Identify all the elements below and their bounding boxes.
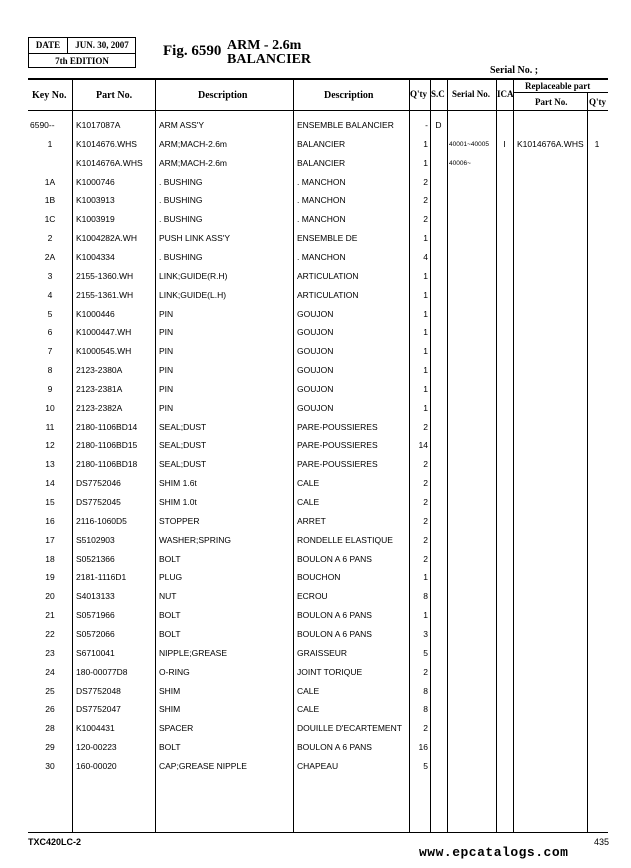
cell-qty: 2 — [423, 666, 428, 677]
cell-desc2: BOULON A 6 PANS — [297, 742, 372, 753]
watermark: www.epcatalogs.com — [419, 845, 569, 860]
col-header-ica: ICA — [497, 89, 514, 99]
cell-desc2: ARRET — [297, 515, 326, 526]
cell-part: K1000746 — [76, 176, 115, 187]
cell-key: 2A — [44, 251, 56, 262]
cell-desc1: SEAL;DUST — [159, 421, 207, 432]
cell-part: K1000446 — [76, 308, 115, 319]
cell-key: 16 — [45, 515, 55, 526]
cell-qty: 5 — [423, 647, 428, 658]
cell-key: 1C — [44, 214, 56, 225]
cell-qty: 2 — [423, 459, 428, 470]
cell-key: 1A — [44, 176, 56, 187]
cell-desc1: ARM;MACH-2.6m — [159, 138, 228, 149]
cell-desc1: SEAL;DUST — [159, 459, 207, 470]
cell-key: 8 — [47, 365, 53, 376]
cell-desc2: CHAPEAU — [297, 760, 339, 771]
cell-key: 12 — [45, 440, 55, 451]
cell-qty: 5 — [423, 760, 428, 771]
cell-qty: 2 — [423, 195, 428, 206]
cell-key: 5 — [47, 308, 53, 319]
col-header-replaceable-part: Replaceable part — [525, 81, 591, 91]
cell-key: 10 — [45, 402, 55, 413]
cell-part: 2123-2381A — [76, 383, 123, 394]
cell-desc1: PIN — [159, 402, 174, 413]
cell-part: K1000447.WH — [76, 327, 132, 338]
cell-serial: 40001~40005 — [449, 140, 489, 148]
cell-part: K1000545.WH — [76, 346, 132, 357]
cell-qty: 1 — [423, 157, 428, 168]
cell-part: 2123-2382A — [76, 402, 123, 413]
cell-part: 2180-1106BD18 — [76, 459, 138, 470]
col-header-description: Description — [198, 90, 248, 101]
cell-qty: 1 — [423, 289, 428, 300]
col-header-part-no: Part No. — [96, 90, 133, 101]
cell-desc1: O-RING — [159, 666, 190, 677]
cell-part: 2155-1360.WH — [76, 270, 134, 281]
cell-desc1: SHIM 1.0t — [159, 497, 197, 507]
cell-serial: 40006~ — [449, 159, 471, 167]
col-divider — [155, 80, 156, 832]
cell-part: 2181-1116D1 — [76, 572, 127, 583]
cell-desc2: JOINT TORIQUE — [297, 666, 363, 677]
cell-desc1: PIN — [159, 365, 174, 376]
cell-desc1: ARM ASS'Y — [159, 120, 205, 130]
page-number: 435 — [594, 837, 610, 847]
cell-desc1: . BUSHING — [159, 214, 203, 225]
cell-key: 25 — [45, 685, 55, 696]
cell-part: K1004334 — [76, 251, 115, 262]
cell-qty: 2 — [423, 553, 428, 564]
cell-qty: 2 — [423, 723, 428, 734]
date-value: JUN. 30, 2007 — [75, 40, 129, 50]
cell-part: S5102903 — [76, 534, 115, 545]
cell-key: 28 — [45, 723, 55, 734]
col-header-description-fr: Description — [324, 90, 374, 101]
cell-rep-qty: 1 — [594, 138, 600, 149]
table-bottom-border — [28, 832, 608, 833]
cell-desc2: ARTICULATION — [297, 289, 359, 300]
cell-desc2: GOUJON — [297, 327, 334, 338]
serial-number-label: Serial No. ; — [490, 65, 539, 76]
cell-part: 160-00020 — [76, 760, 117, 771]
cell-qty: 2 — [423, 421, 428, 432]
figure-number: Fig. 6590 — [163, 43, 222, 59]
cell-desc2: BOULON A 6 PANS — [297, 553, 372, 564]
cell-desc2: . MANCHON — [297, 214, 346, 225]
cell-desc2: BALANCIER — [297, 157, 346, 168]
title-french: BALANCIER — [227, 52, 312, 67]
cell-qty: 8 — [423, 591, 428, 602]
cell-key: 7 — [47, 346, 53, 357]
col-divider — [72, 80, 73, 832]
cell-desc2: ARTICULATION — [297, 270, 359, 281]
cell-desc1: SHIM — [159, 704, 181, 715]
cell-qty: 8 — [423, 685, 428, 696]
cell-qty: 1 — [423, 365, 428, 376]
cell-rep-part: K1014676A.WHS — [517, 138, 584, 149]
cell-desc2: BOULON A 6 PANS — [297, 628, 372, 639]
cell-desc1: PIN — [159, 308, 174, 319]
cell-key: 23 — [45, 647, 55, 658]
cell-qty: 1 — [423, 572, 428, 583]
cell-key: 13 — [45, 459, 55, 470]
col-header-serial-no: Serial No. — [452, 89, 490, 99]
cell-desc1: ARM;MACH-2.6m — [159, 157, 228, 168]
edition-box — [28, 37, 136, 68]
cell-qty: 1 — [423, 233, 428, 244]
cell-part: 2116-1060D5 — [76, 515, 127, 526]
cell-qty: 16 — [418, 742, 428, 753]
cell-part: 2180-1106BD15 — [76, 440, 138, 451]
cell-desc1: BOLT — [159, 742, 181, 753]
cell-desc2: PARE-POUSSIERES — [297, 421, 378, 432]
cell-desc1: WASHER;SPRING — [159, 534, 231, 545]
cell-qty: 14 — [418, 440, 428, 451]
cell-part: K1004431 — [76, 723, 115, 734]
cell-desc1: CAP;GREASE NIPPLE — [159, 760, 247, 771]
cell-desc1: PIN — [159, 346, 174, 357]
cell-key: 14 — [45, 478, 55, 489]
cell-desc2: DOUILLE D'ECARTEMENT — [297, 723, 402, 734]
date-row — [29, 38, 135, 54]
cell-key: 15 — [45, 497, 55, 507]
cell-qty: - — [425, 120, 428, 130]
cell-key: 11 — [45, 421, 55, 432]
cell-qty: 1 — [423, 383, 428, 394]
cell-key: 18 — [45, 553, 55, 564]
col-header-qty: Q'ty — [410, 89, 427, 99]
cell-desc1: NUT — [159, 591, 177, 602]
cell-desc2: . MANCHON — [297, 176, 346, 187]
cell-desc2: GOUJON — [297, 346, 334, 357]
cell-desc2: RONDELLE ELASTIQUE — [297, 534, 393, 545]
cell-desc1: . BUSHING — [159, 251, 203, 262]
cell-part: DS7752047 — [76, 704, 121, 715]
cell-desc2: GOUJON — [297, 383, 334, 394]
col-divider — [430, 80, 431, 832]
cell-key: 4 — [47, 289, 53, 300]
cell-part: K1003913 — [76, 195, 115, 206]
cell-part: 2155-1361.WH — [76, 289, 134, 300]
cell-desc2: . MANCHON — [297, 251, 346, 262]
cell-qty: 2 — [423, 534, 428, 545]
cell-desc1: NIPPLE;GREASE — [159, 647, 228, 658]
edition-label: 7th EDITION — [55, 56, 109, 66]
cell-part: S6710041 — [76, 647, 115, 658]
cell-part: S0521366 — [76, 553, 115, 564]
cell-key: 20 — [45, 591, 55, 602]
col-divider — [409, 80, 410, 832]
cell-desc1: SPACER — [159, 723, 194, 734]
cell-key: 30 — [45, 760, 55, 771]
cell-desc2: GOUJON — [297, 308, 334, 319]
cell-part: K1003919 — [76, 214, 115, 225]
cell-qty: 2 — [423, 214, 428, 225]
cell-qty: 1 — [423, 270, 428, 281]
cell-desc2: CALE — [297, 704, 320, 715]
cell-qty: 1 — [423, 308, 428, 319]
table-top-border — [28, 78, 608, 80]
cell-qty: 1 — [423, 346, 428, 357]
col-header-key-no: Key No. — [32, 90, 67, 101]
cell-key: 6 — [47, 327, 53, 338]
cell-desc2: ECROU — [297, 591, 328, 602]
model-number: TXC420LC-2 — [28, 837, 82, 847]
cell-key: 2 — [47, 233, 53, 244]
cell-qty: 1 — [423, 327, 428, 338]
cell-desc1: PIN — [159, 327, 174, 338]
title-english: ARM - 2.6m — [227, 38, 302, 53]
col-divider — [293, 80, 294, 832]
cell-desc2: GOUJON — [297, 365, 334, 376]
cell-part: DS7752048 — [76, 685, 121, 696]
cell-desc2: ENSEMBLE BALANCIER — [297, 120, 394, 130]
cell-key: 1B — [44, 195, 56, 206]
cell-qty: 1 — [423, 402, 428, 413]
cell-sc: D — [435, 120, 442, 130]
cell-part: DS7752045 — [76, 497, 121, 507]
cell-desc1: LINK;GUIDE(L.H) — [159, 289, 227, 300]
cell-key: 22 — [45, 628, 55, 639]
cell-desc1: PLUG — [159, 572, 183, 583]
cell-part: K1017087A — [76, 120, 121, 130]
cell-part: S4013133 — [76, 591, 115, 602]
cell-desc1: PUSH LINK ASS'Y — [159, 233, 231, 244]
cell-qty: 4 — [423, 251, 428, 262]
cell-part: 180-00077D8 — [76, 666, 128, 677]
cell-qty: 2 — [423, 478, 428, 489]
cell-desc2: PARE-POUSSIERES — [297, 459, 378, 470]
cell-part: S0571966 — [76, 610, 115, 621]
cell-desc2: ENSEMBLE DE — [297, 233, 358, 244]
cell-part: DS7752046 — [76, 478, 121, 489]
cell-qty: 1 — [423, 138, 428, 149]
cell-key: 24 — [45, 666, 55, 677]
cell-ica: I — [503, 138, 506, 149]
cell-desc2: BOULON A 6 PANS — [297, 610, 372, 621]
cell-desc1: . BUSHING — [159, 195, 203, 206]
col-header-rep-qty: Q'ty — [589, 97, 606, 107]
cell-desc1: BOLT — [159, 628, 181, 639]
cell-desc1: LINK;GUIDE(R.H) — [159, 270, 228, 281]
cell-desc1: BOLT — [159, 610, 181, 621]
cell-desc2: CALE — [297, 685, 320, 696]
cell-key: 29 — [45, 742, 55, 753]
cell-desc2: BALANCIER — [297, 138, 346, 149]
cell-key: 21 — [45, 610, 55, 621]
cell-desc1: SHIM — [159, 685, 181, 696]
col-divider — [447, 80, 448, 832]
cell-part: 2123-2380A — [76, 365, 123, 376]
cell-part: K1004282A.WH — [76, 233, 137, 244]
cell-qty: 8 — [423, 704, 428, 715]
cell-desc1: STOPPER — [159, 515, 200, 526]
cell-qty: 2 — [423, 497, 428, 507]
cell-desc1: BOLT — [159, 553, 181, 564]
cell-part: K1014676.WHS — [76, 138, 137, 149]
col-header-sc: S.C — [431, 89, 445, 99]
cell-key: 17 — [45, 534, 55, 545]
cell-part: K1014676A.WHS — [76, 157, 143, 168]
cell-desc2: GOUJON — [297, 402, 334, 413]
cell-desc2: CALE — [297, 478, 320, 489]
cell-key: 9 — [47, 383, 53, 394]
cell-part: S0572066 — [76, 628, 115, 639]
cell-desc1: PIN — [159, 383, 174, 394]
cell-qty: 2 — [423, 515, 428, 526]
cell-key: 3 — [47, 270, 53, 281]
col-divider — [513, 80, 514, 832]
cell-desc2: BOUCHON — [297, 572, 341, 583]
cell-desc1: SEAL;DUST — [159, 440, 207, 451]
header-bottom-border — [28, 110, 608, 111]
cell-qty: 3 — [423, 628, 428, 639]
cell-qty: 1 — [423, 610, 428, 621]
cell-part: 120-00223 — [76, 742, 117, 753]
cell-key: 26 — [45, 704, 55, 715]
cell-key: 19 — [45, 572, 55, 583]
cell-desc2: CALE — [297, 497, 320, 507]
col-divider — [587, 93, 588, 832]
cell-qty: 2 — [423, 176, 428, 187]
date-label: DATE — [29, 38, 68, 53]
cell-desc1: . BUSHING — [159, 176, 203, 187]
cell-part: 2180-1106BD14 — [76, 421, 138, 432]
col-header-rep-part-no: Part No. — [535, 97, 568, 107]
cell-key: 1 — [47, 138, 53, 149]
cell-desc2: . MANCHON — [297, 195, 346, 206]
cell-desc1: SHIM 1.6t — [159, 478, 197, 489]
cell-desc2: GRAISSEUR — [297, 647, 348, 658]
col-divider — [496, 80, 497, 832]
cell-desc2: PARE-POUSSIERES — [297, 440, 378, 451]
cell-key: 6590-- — [30, 120, 55, 130]
replaceable-divider — [513, 92, 608, 93]
